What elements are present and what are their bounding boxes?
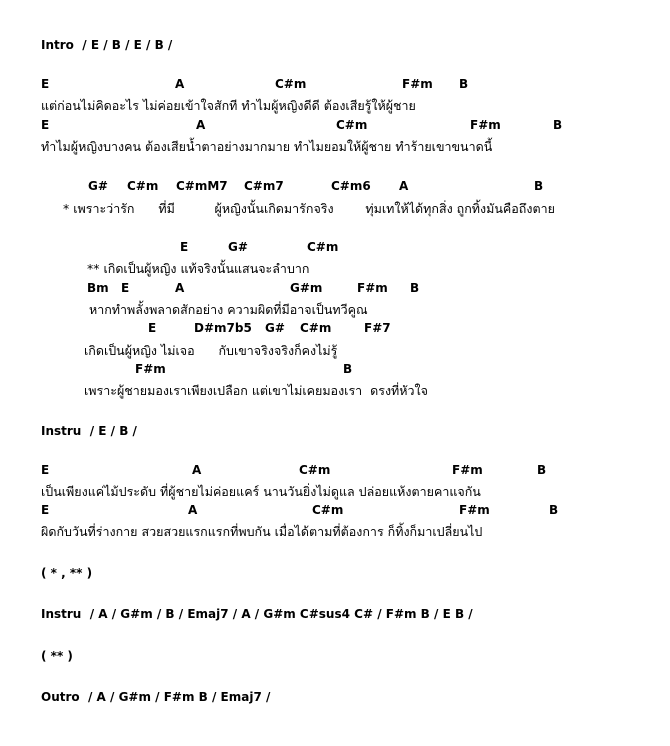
chord: F#m — [459, 503, 490, 517]
chord: G# — [228, 240, 248, 254]
chord: F#m — [357, 281, 388, 295]
chord: B — [410, 281, 420, 295]
chord: B — [549, 503, 559, 517]
chord: A — [196, 118, 206, 132]
chord: B — [343, 362, 353, 376]
chord: C#m6 — [331, 179, 371, 193]
chord: F#m — [402, 77, 433, 91]
lyric-line: หากทำพลั้งพลาดสักอย่าง ความผิดที่มีอาจเป็นทวีคูณ — [85, 302, 368, 317]
lyric-line: ผิดกับวันที่ร่างกาย สวยสวยแรกแรกที่พบกัน เมื่อได้ตามที่ต้องการ ก็ทิ้งก็มาเปลี่ยนไป — [41, 524, 483, 539]
chord: G# — [88, 179, 108, 193]
chord: E — [41, 463, 50, 477]
chord: E — [121, 281, 130, 295]
chord: B — [553, 118, 563, 132]
chord: D#m7b5 — [194, 321, 252, 335]
chord: B — [537, 463, 547, 477]
instru-line: Instru / E / B / — [41, 424, 137, 438]
chord: C#mM7 — [176, 179, 228, 193]
chord: C#m — [300, 321, 332, 335]
chord: C#m — [275, 77, 307, 91]
chord: F#m — [470, 118, 501, 132]
lyric-line: แต่ก่อนไม่คิดอะไร ไม่ค่อยเข้าใจสักที ทำไมผู้หญิงดีดี ต้องเสียรู้ให้ผู้ชาย — [41, 98, 416, 113]
intro-line: Intro / E / B / E / B / — [41, 38, 173, 52]
repeat-marker: ( * , ** ) — [41, 566, 93, 580]
chord: C#m — [299, 463, 331, 477]
instru-line: Instru / A / G#m / B / Emaj7 / A / G#m C#sus4 C# / F#m B / E B / — [41, 607, 473, 621]
outro-line: Outro / A / G#m / F#m B / Emaj7 / — [41, 690, 271, 704]
repeat-marker: ( ** ) — [41, 649, 73, 663]
chord: A — [175, 281, 185, 295]
chord: E — [41, 77, 50, 91]
chord: C#m — [127, 179, 159, 193]
chord: E — [180, 240, 189, 254]
chord: B — [534, 179, 544, 193]
lyric-line: ** เกิดเป็นผู้หญิง แท้จริงนั้นแสนจะลำบาก — [87, 261, 310, 276]
chord: C#m — [336, 118, 368, 132]
lyric-line: * เพราะว่ารัก ที่มี ผู้หญิงนั้นเกิดมารักจริง ทุ่มเทให้ได้ทุกสิ่ง ถูกทิ้งมันคือถึงตาย — [63, 201, 555, 216]
chord: Bm — [87, 281, 109, 295]
chord: C#m — [312, 503, 344, 517]
lyric-line: เพราะผู้ชายมองเราเพียงเปลือก แต่เขาไม่เคยมองเรา ดรงที่หัวใจ — [84, 383, 428, 398]
chord: A — [188, 503, 198, 517]
chord: G# — [265, 321, 285, 335]
chord: A — [175, 77, 185, 91]
chord: F#m — [452, 463, 483, 477]
lyric-line: ทำไมผู้หญิงบางคน ต้องเสียน้ำตาอย่างมากมาย ทำไมยอมให้ผู้ชาย ทำร้ายเขาขนาดนี้ — [41, 139, 493, 154]
chord: G#m — [290, 281, 323, 295]
chord: A — [399, 179, 409, 193]
chord: F#7 — [364, 321, 391, 335]
lyric-line: เป็นเพียงแค่ไม้ประดับ ที่ผู้ชายไม่ค่อยแคร์ นานวันยิ่งไม่ดูแล ปล่อยแห้งตายคาแจกัน — [41, 484, 481, 499]
chord: E — [148, 321, 157, 335]
lyric-line: เกิดเป็นผู้หญิง ไม่เจอ กับเขาจริงจริงก็คงไม่รู้ — [84, 343, 338, 358]
chord: C#m7 — [244, 179, 284, 193]
chord: E — [41, 118, 50, 132]
chord: E — [41, 503, 50, 517]
chord: B — [459, 77, 469, 91]
chord: A — [192, 463, 202, 477]
chord: C#m — [307, 240, 339, 254]
chord: F#m — [135, 362, 166, 376]
